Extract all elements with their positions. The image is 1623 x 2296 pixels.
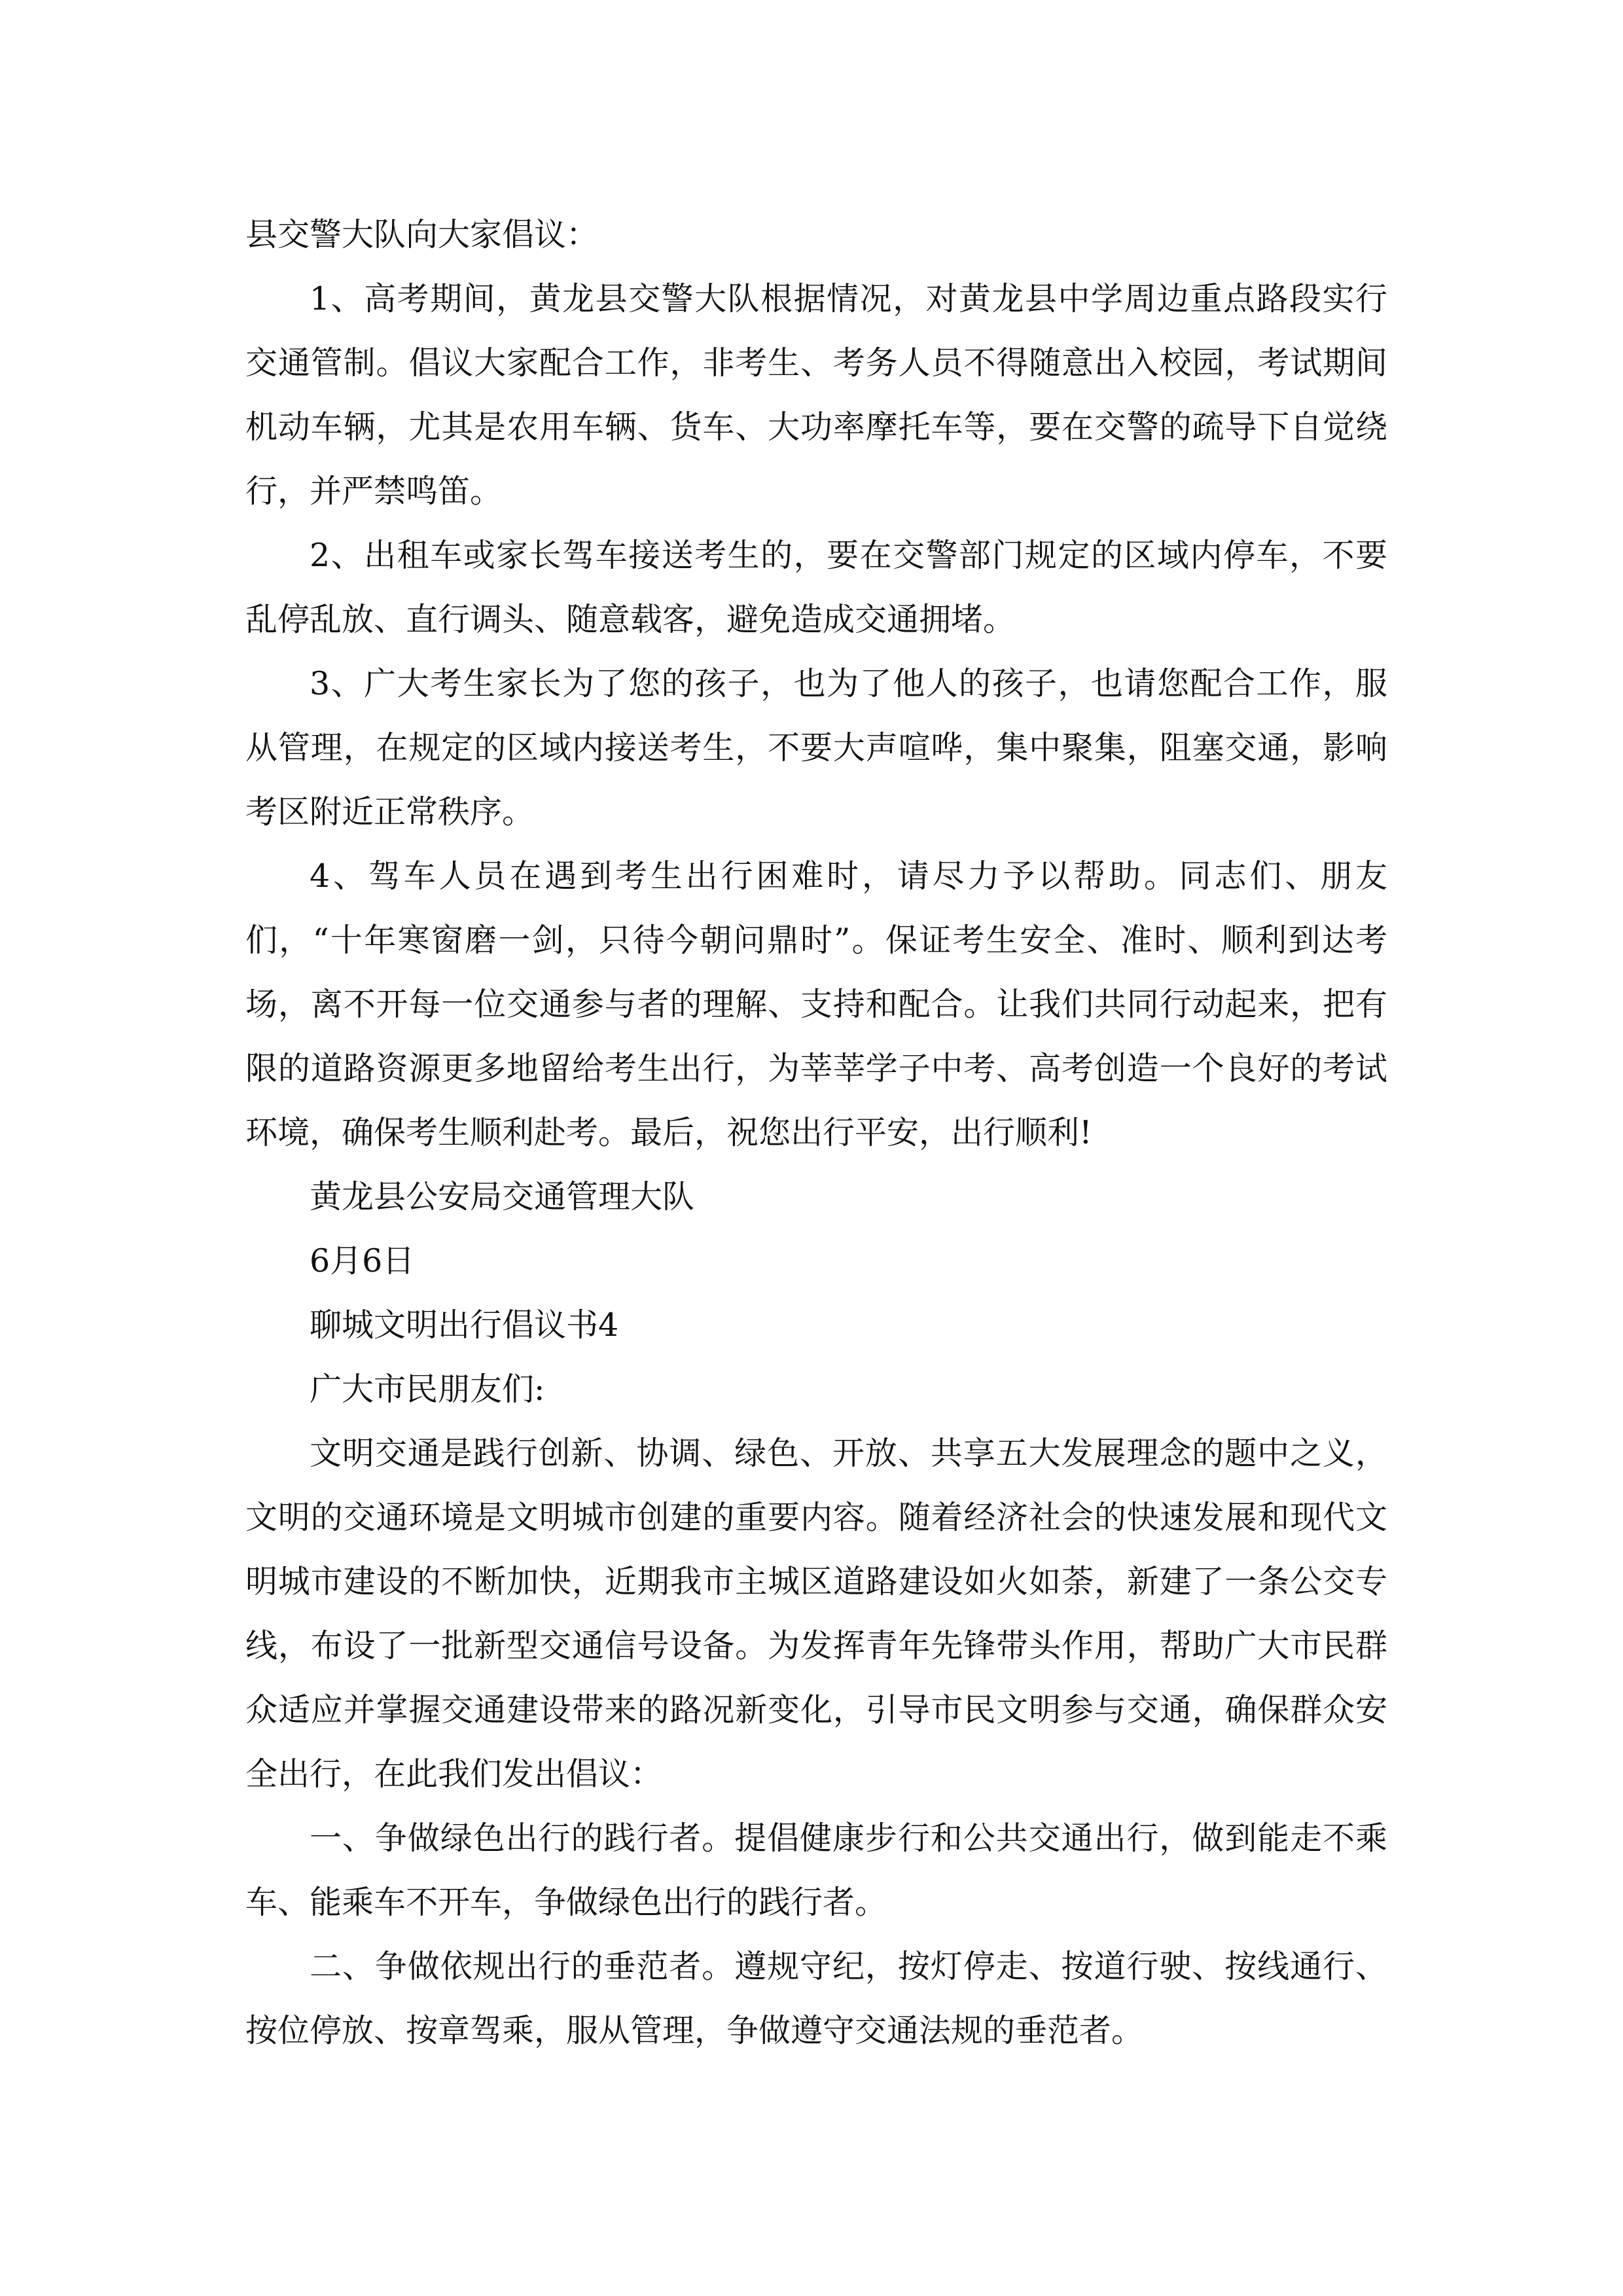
paragraph-body-1: 文明交通是践行创新、协调、绿色、开放、共享五大发展理念的题中之义，文明的交通环境是文明城市创建的重要内容。随着经济社会的快速发展和现代文明城市建设的不断加快，近期我市主城区道路建设如火如荼，新建了一条公交专线，布设了一批新型交通信号设备。为发挥青年先锋带头作用，帮助广大市民群众适应并掌握交通建设带来的路况新变化，引导市民文明参与交通，确保群众安全出行，在此我们发出倡议： (245, 1435, 1387, 1793)
paragraph-item-3: 3、广大考生家长为了您的孩子，也为了他人的孩子，也请您配合工作，服从管理，在规定的区域内接送考生，不要大声喧哗，集中聚集，阻塞交通，影响考区附近正常秩序。 (245, 665, 1387, 831)
paragraph-proposal-2: 二、争做依规出行的垂范者。遵规守纪，按灯停走、按道行驶、按线通行、按位停放、按章驾乘，服从管理，争做遵守交通法规的垂范者。 (245, 1948, 1387, 2049)
paragraph-proposal-1: 一、争做绿色出行的践行者。提倡健康步行和公共交通出行，做到能走不乘车、能乘车不开车，争做绿色出行的践行者。 (245, 1820, 1387, 1921)
signature-organization: 黄龙县公安局交通管理大队 (310, 1178, 695, 1215)
paragraph-intro: 县交警大队向大家倡议： (245, 216, 599, 253)
paragraph-item-1: 1、高考期间，黄龙县交警大队根据情况，对黄龙县中学周边重点路段实行交通管制。倡议大家配合工作，非考生、考务人员不得随意出入校园，考试期间机动车辆，尤其是农用车辆、货车、大功率摩托车等，要在交警的疏导下自觉绕行，并严禁鸣笛。 (245, 280, 1387, 510)
section-title: 聊城文明出行倡议书4 (310, 1306, 619, 1344)
document-body (245, 203, 1387, 2063)
signature-date: 6月6日 (310, 1242, 415, 1280)
paragraph-item-4: 4、驾车人员在遇到考生出行困难时，请尽力予以帮助。同志们、朋友们，“十年寒窗磨一剑，只待今朝问鼎时”。保证考生安全、准时、顺利到达考场，离不开每一位交通参与者的理解、支持和配合。让我们共同行动起来，把有限的道路资源更多地留给考生出行，为莘莘学子中考、高考创造一个良好的考试环境，确保考生顺利赴考。最后，祝您出行平安，出行顺利! (245, 857, 1387, 1151)
paragraph-item-2: 2、出租车或家长驾车接送考生的，要在交警部门规定的区域内停车，不要乱停乱放、直行调头、随意载客，避免造成交通拥堵。 (245, 537, 1387, 638)
salutation: 广大市民朋友们: (310, 1371, 545, 1408)
